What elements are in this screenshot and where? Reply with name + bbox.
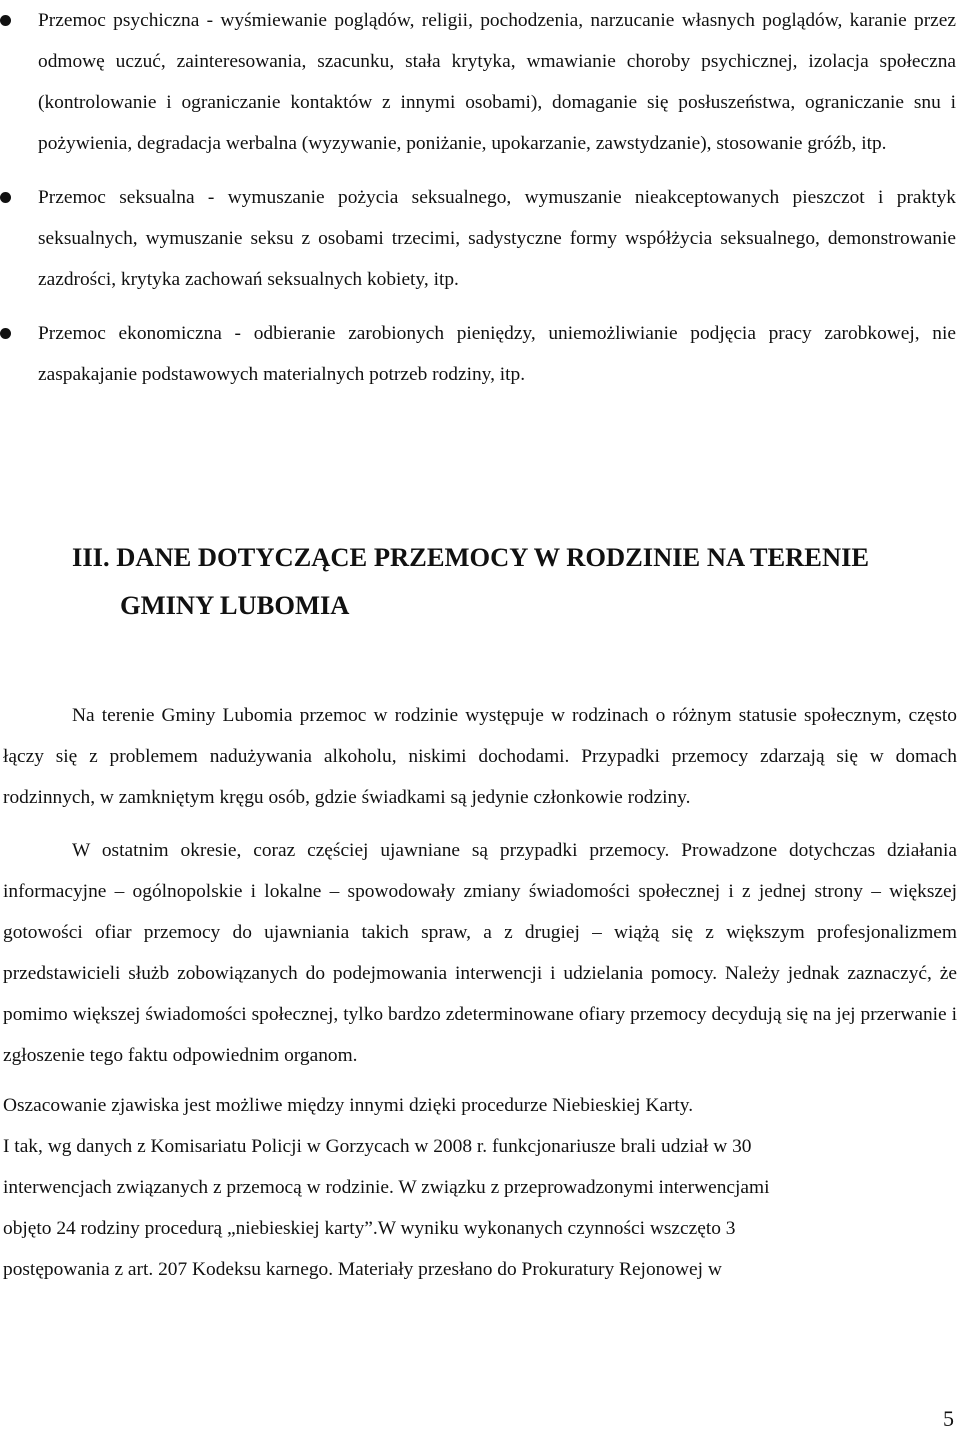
list-item [0,177,960,300]
list-item [0,313,960,395]
text-line: interwencjach związanych z przemocą w rodzinie. W związku z przeprowadzonymi interwencjami [3,1177,770,1198]
text-line: postępowania z art. 207 Kodeksu karnego. Materiały przesłano do Prokuratury Rejonowej w [3,1259,722,1280]
text-line: I tak, wg danych z Komisariatu Policji w Gorzycach w 2008 r. funkcjonariusze brali udział w 30 [3,1136,752,1157]
section-heading [72,533,932,629]
page-number: 5 [943,1406,954,1431]
paragraph: Na terenie Gminy Lubomia przemoc w rodzinie występuje w rodzinach o różnym statusie społecznym, często łączy się z problemem nadużywania alkoholu, niskimi dochodami. Przypadki przemocy zdarzają się w domach rodzinnych, w zamkniętym kręgu osób, gdzie świadkami są jedynie członkowie rodziny. [3,705,957,808]
section-heading-line-1: III. DANE DOTYCZĄCE PRZEMOCY W RODZINIE NA TERENIE [72,542,870,572]
list-item-text: Przemoc ekonomiczna - odbieranie zarobionych pieniędzy, uniemożliwianie podjęcia pracy zarobkowej, nie zaspakajanie podstawowych materialnych potrzeb rodziny, itp. [38,323,956,385]
bullet-icon [0,328,11,339]
list-item-text: Przemoc seksualna - wymuszanie pożycia seksualnego, wymuszanie nieakceptowanych pieszczot i praktyk seksualnych, wymuszanie seksu z osobami trzecimi, sadystyczne formy współżycia seksualnego, demonstrowanie zazdrości, krytyka zachowań seksualnych kobiety, itp. [38,187,956,290]
text-line: Oszacowanie zjawiska jest możliwe między innymi dzięki procedurze Niebieskiej Karty. [3,1095,694,1116]
violence-types-list [0,0,960,395]
list-item [0,0,960,164]
text-line: objęto 24 rodziny procedurą „niebieskiej karty”.W wyniku wykonanych czynności wszczęto 3 [3,1218,736,1239]
section-heading-line-2: GMINY LUBOMIA [120,590,350,620]
bullet-icon [0,192,11,203]
section-body [3,695,957,1290]
bullet-icon [0,15,11,26]
list-item-text: Przemoc psychiczna - wyśmiewanie poglądów, religii, pochodzenia, narzucanie własnych poglądów, karanie przez odmowę uczuć, zainteresowania, szacunku, stała krytyka, wmawianie choroby psychicznej, izolacja społeczna (kontrolowanie i ograniczanie kontaktów z innymi osobami), domaganie się posłuszeństwa, ograniczanie snu i pożywienia, degradacja werbalna (wyzywanie, poniżanie, upokarzanie, zawstydzanie), stosowanie gróźb, itp. [38,10,956,154]
paragraph: W ostatnim okresie, coraz częściej ujawniane są przypadki przemocy. Prowadzone dotychczas działania informacyjne – ogólnopolskie i lokalne – spowodowały zmiany świadomości społecznej i z jednej strony – większej gotowości ofiar przemocy do ujawniania takich spraw, a z drugiej – wiążą się z większym profesjonalizmem przedstawicieli służb zobowiązanych do podejmowania interwencji i udzielania pomocy. Należy jednak zaznaczyć, że pomimo większej świadomości społecznej, tylko bardzo zdeterminowane ofiary przemocy decydują się na jej przerwanie i zgłoszenie tego faktu odpowiednim organom. [3,840,957,1066]
